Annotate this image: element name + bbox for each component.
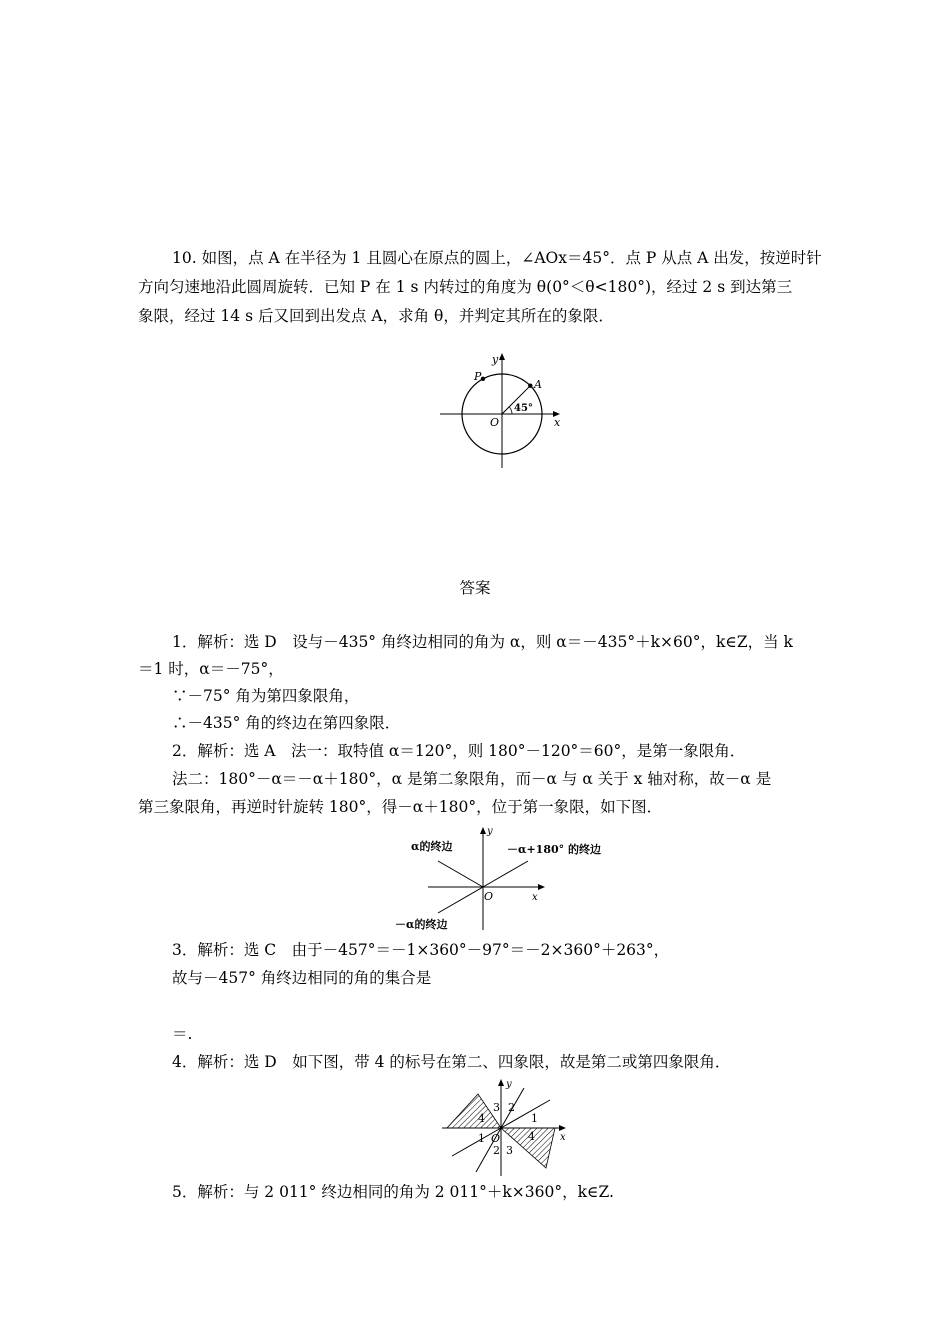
label-top-right-2: 2 <box>508 1101 515 1114</box>
angle-arc <box>509 407 512 414</box>
answer-2-line-2: 法二：180°－α＝－α＋180°，α 是第二象限角，而－α 与 α 关于 x 轴对称，故－α 是 <box>172 770 772 788</box>
y-axis-arrow <box>480 827 486 834</box>
answer-3-line-2: 故与－457° 角终边相同的角的集合是 <box>172 969 432 987</box>
origin-label: O <box>490 416 500 429</box>
answer-1-line-2: ＝1 时，α＝－75°， <box>138 660 284 678</box>
y-label: y <box>506 1079 512 1090</box>
answer-2-line-1: 2．解析：选 A 法一：取特值 α＝120°，则 180°－120°＝60°，是第一象限角． <box>172 742 746 760</box>
alpha-terminal-side <box>438 861 483 887</box>
y-axis-arrow <box>499 353 505 360</box>
x-label: x <box>532 892 538 903</box>
terminal-sides-figure <box>395 822 625 932</box>
label-hatched-right-4: 4 <box>528 1130 535 1143</box>
origin-label: O <box>491 1132 501 1145</box>
x-axis-arrow <box>538 884 545 890</box>
answer-4-line-1: 4．解析：选 D 如下图，带 4 的标号在第二、四象限，故是第二或第四象限角． <box>172 1053 731 1071</box>
origin-label: O <box>484 890 494 903</box>
y-label: y <box>487 826 493 837</box>
angle-label: 45° <box>514 403 533 414</box>
label-left-lower-1: 1 <box>478 1132 485 1145</box>
y-axis-arrow <box>498 1079 504 1086</box>
point-p <box>481 377 485 381</box>
p-label: P <box>474 370 482 383</box>
point-a <box>528 384 532 388</box>
label-bottom-left-2: 2 <box>493 1144 500 1157</box>
answer-1-line-1: 1．解析：选 D 设与－435° 角终边相同的角为 α，则 α＝－435°＋k×60°，k∈Z，当 k <box>172 633 793 651</box>
alpha-label: α的终边 <box>411 840 453 853</box>
quadrant-hatch-figure <box>438 1074 578 1178</box>
label-hatched-left-4: 4 <box>478 1112 485 1125</box>
x-axis-arrow <box>559 1125 566 1131</box>
answer-2-line-3: 第三象限角，再逆时针旋转 180°，得－α＋180°，位于第一象限，如下图． <box>138 798 663 816</box>
problem-10-line-3: 象限，经过 14 s 后又回到出发点 A，求角 θ，并判定其所在的象限． <box>138 307 614 325</box>
answer-5-line-1: 5．解析：与 2 011° 终边相同的角为 2 011°＋k×360°，k∈Z. <box>172 1183 614 1201</box>
neg-alpha-label: －α的终边 <box>395 918 448 931</box>
problem-10-line-1: 10. 如图，点 A 在半径为 1 且圆心在原点的圆上，∠AOx＝45°．点 P 从点 A 出发，按逆时针 <box>172 249 822 267</box>
problem-10-line-2: 方向匀速地沿此圆周旋转．已知 P 在 1 s 内转过的角度为 θ(0°＜θ<180°)，经过 2 s 到达第三 <box>138 278 793 296</box>
a-label: A <box>534 378 542 391</box>
answer-3-line-1: 3．解析：选 C 由于－457°＝－1×360°－97°＝－2×360°＋263°， <box>172 941 670 959</box>
label-top-left-3: 3 <box>493 1101 500 1114</box>
neg-alpha-plus-180-terminal-side <box>483 861 528 887</box>
answer-1-line-4: ∴－435° 角的终边在第四象限． <box>172 714 401 732</box>
x-label: x <box>554 416 561 429</box>
x-label: x <box>560 1132 566 1143</box>
label-bottom-right-3: 3 <box>506 1144 513 1157</box>
neg-alpha-plus-180-label: －α+180° 的终边 <box>507 843 601 856</box>
answer-3-line-3: ＝. <box>172 1025 193 1043</box>
label-right-upper-1: 1 <box>531 1112 538 1125</box>
neg-alpha-terminal-side <box>438 887 483 913</box>
answer-title: 答案 <box>459 579 491 597</box>
answer-1-line-3: ∵－75° 角为第四象限角， <box>172 687 360 705</box>
y-label: y <box>492 353 499 366</box>
unit-circle-figure <box>440 350 580 470</box>
